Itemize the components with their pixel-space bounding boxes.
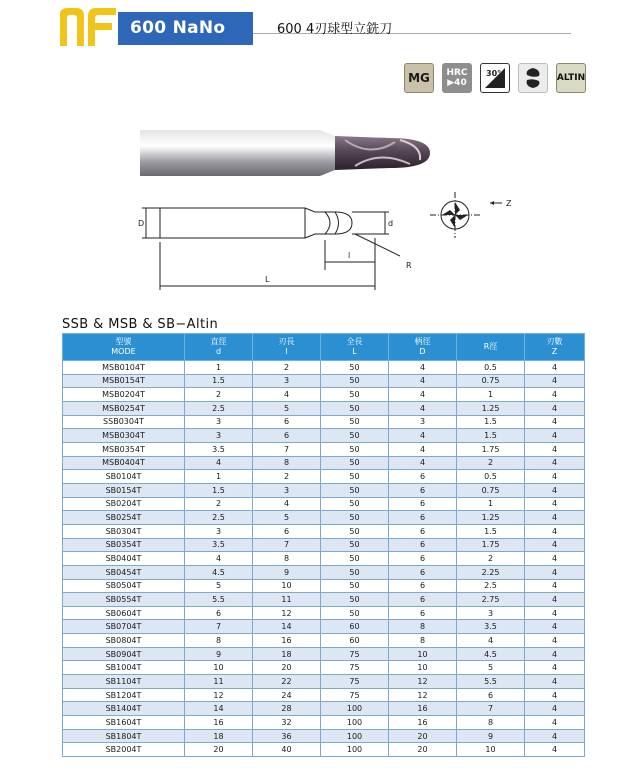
table-cell: 6 <box>389 538 457 552</box>
table-cell: SB1604T <box>63 716 185 730</box>
table-cell: 50 <box>321 606 389 620</box>
table-cell: 0.5 <box>457 361 525 375</box>
header-shank-diameter: 柄徑 D <box>389 334 457 361</box>
table-cell: 75 <box>321 647 389 661</box>
table-cell: SB0304T <box>63 524 185 538</box>
table-cell: 20 <box>253 661 321 675</box>
table-row <box>63 388 585 402</box>
table-row <box>63 470 585 484</box>
table-cell: 4 <box>525 483 585 497</box>
table-cell: 0.75 <box>457 483 525 497</box>
table-row <box>63 675 585 689</box>
table-row <box>63 661 585 675</box>
table-cell: 50 <box>321 579 389 593</box>
table-cell: 20 <box>389 729 457 743</box>
table-cell: 100 <box>321 743 389 757</box>
mg-badge-icon: MG <box>404 63 434 93</box>
table-cell: 50 <box>321 361 389 375</box>
table-cell: 4 <box>525 579 585 593</box>
header-diameter: 直徑 d <box>185 334 253 361</box>
table-row <box>63 647 585 661</box>
table-cell: 50 <box>321 429 389 443</box>
table-cell: 4 <box>389 401 457 415</box>
table-cell: MSB0254T <box>63 401 185 415</box>
table-cell: 50 <box>321 483 389 497</box>
table-cell: 10 <box>185 661 253 675</box>
table-row <box>63 620 585 634</box>
table-cell: 4 <box>525 456 585 470</box>
table-cell: SB0354T <box>63 538 185 552</box>
table-cell: SB0254T <box>63 511 185 525</box>
table-cell: 8 <box>185 634 253 648</box>
table-cell: 5 <box>457 661 525 675</box>
table-cell: SB0504T <box>63 579 185 593</box>
table-cell: 3 <box>253 374 321 388</box>
spec-table <box>62 333 585 757</box>
table-cell: MSB0404T <box>63 456 185 470</box>
table-cell: 4 <box>389 442 457 456</box>
table-cell: 10 <box>253 579 321 593</box>
table-cell: 36 <box>253 729 321 743</box>
table-cell: 4 <box>253 497 321 511</box>
table-cell: 4 <box>525 497 585 511</box>
table-cell: SB1804T <box>63 729 185 743</box>
table-cell: 12 <box>389 675 457 689</box>
table-row <box>63 483 585 497</box>
table-cell: 28 <box>253 702 321 716</box>
table-row <box>63 716 585 730</box>
table-cell: 50 <box>321 456 389 470</box>
table-cell: 12 <box>389 688 457 702</box>
brand-logo <box>58 6 118 48</box>
label-cutting-diameter: d <box>388 219 394 228</box>
table-cell: 1.25 <box>457 401 525 415</box>
dimension-drawing <box>130 190 550 300</box>
table-row <box>63 729 585 743</box>
product-subtitle: 600 4刃球型立銑刀 <box>277 22 393 37</box>
table-cell: 50 <box>321 497 389 511</box>
table-cell: 6 <box>389 565 457 579</box>
table-cell: 10 <box>389 661 457 675</box>
table-cell: 4 <box>525 647 585 661</box>
table-cell: 1.75 <box>457 442 525 456</box>
table-cell: 8 <box>389 634 457 648</box>
table-cell: 4.5 <box>185 565 253 579</box>
table-cell: 2.5 <box>185 401 253 415</box>
table-cell: 1.75 <box>457 538 525 552</box>
table-cell: 22 <box>253 675 321 689</box>
table-cell: 2.75 <box>457 593 525 607</box>
table-cell: SB0454T <box>63 565 185 579</box>
table-cell: SB0104T <box>63 470 185 484</box>
table-cell: 16 <box>389 702 457 716</box>
table-cell: 6 <box>389 524 457 538</box>
ball-flute-icon <box>518 63 548 93</box>
table-cell: MSB0154T <box>63 374 185 388</box>
table-cell: 18 <box>253 647 321 661</box>
table-cell: 3.5 <box>185 538 253 552</box>
table-cell: 18 <box>185 729 253 743</box>
table-cell: 10 <box>389 647 457 661</box>
header-flute-length: 刃長 l <box>253 334 321 361</box>
table-cell: 1.5 <box>457 429 525 443</box>
table-cell: 6 <box>389 552 457 566</box>
header-flutes: 刃數 Z <box>525 334 585 361</box>
brand-title: 600 NaNo <box>130 18 226 38</box>
table-row <box>63 429 585 443</box>
table-cell: 4 <box>525 442 585 456</box>
table-cell: 6 <box>253 415 321 429</box>
table-row <box>63 593 585 607</box>
table-cell: 12 <box>253 606 321 620</box>
series-label: SSB & MSB & SB−Altin <box>62 317 219 332</box>
table-cell: 4 <box>185 552 253 566</box>
table-cell: SB2004T <box>63 743 185 757</box>
table-cell: 1.5 <box>185 483 253 497</box>
table-cell: 4 <box>525 374 585 388</box>
table-cell: 16 <box>253 634 321 648</box>
table-cell: 4 <box>525 388 585 402</box>
table-cell: 4 <box>525 401 585 415</box>
table-row <box>63 511 585 525</box>
label-flutes: Z <box>506 199 512 208</box>
table-cell: SSB0304T <box>63 415 185 429</box>
table-cell: 16 <box>185 716 253 730</box>
table-row <box>63 702 585 716</box>
table-cell: 20 <box>389 743 457 757</box>
table-cell: 4 <box>525 593 585 607</box>
table-cell: 50 <box>321 470 389 484</box>
table-cell: 6 <box>389 593 457 607</box>
table-cell: 2 <box>457 552 525 566</box>
table-cell: 4 <box>185 456 253 470</box>
table-row <box>63 415 585 429</box>
table-cell: 8 <box>253 456 321 470</box>
table-cell: SB1204T <box>63 688 185 702</box>
table-cell: 40 <box>253 743 321 757</box>
table-cell: 6 <box>457 688 525 702</box>
table-cell: 4 <box>525 552 585 566</box>
table-row <box>63 579 585 593</box>
table-cell: 1 <box>185 361 253 375</box>
table-cell: 4 <box>525 524 585 538</box>
table-cell: 4.5 <box>457 647 525 661</box>
table-cell: 9 <box>253 565 321 579</box>
feature-badges <box>404 63 586 93</box>
table-cell: 20 <box>185 743 253 757</box>
table-cell: 3.5 <box>457 620 525 634</box>
table-cell: 50 <box>321 442 389 456</box>
table-cell: SB0804T <box>63 634 185 648</box>
table-cell: 11 <box>253 593 321 607</box>
table-cell: 4 <box>525 361 585 375</box>
table-row <box>63 743 585 757</box>
table-cell: 4 <box>525 470 585 484</box>
table-cell: 4 <box>457 634 525 648</box>
table-cell: SB1004T <box>63 661 185 675</box>
table-cell: 5.5 <box>457 675 525 689</box>
table-row <box>63 634 585 648</box>
table-cell: 100 <box>321 729 389 743</box>
table-cell: 4 <box>525 565 585 579</box>
table-cell: 7 <box>185 620 253 634</box>
table-row <box>63 688 585 702</box>
table-cell: 4 <box>389 429 457 443</box>
altin-coating-badge-icon: ALTIN <box>556 63 586 93</box>
table-cell: 4 <box>389 456 457 470</box>
table-cell: 6 <box>253 429 321 443</box>
table-cell: 50 <box>321 565 389 579</box>
end-mill-photo <box>140 128 440 178</box>
table-cell: 8 <box>253 552 321 566</box>
helix-angle-icon <box>480 63 510 93</box>
table-cell: 4 <box>525 620 585 634</box>
table-cell: 50 <box>321 593 389 607</box>
table-cell: 14 <box>253 620 321 634</box>
table-cell: 1.5 <box>185 374 253 388</box>
table-cell: 2 <box>185 388 253 402</box>
table-cell: 16 <box>389 716 457 730</box>
table-row <box>63 606 585 620</box>
label-overall-length: L <box>265 275 270 284</box>
table-cell: 1.5 <box>457 415 525 429</box>
table-cell: 12 <box>185 688 253 702</box>
table-row <box>63 552 585 566</box>
table-cell: 75 <box>321 675 389 689</box>
table-cell: 50 <box>321 552 389 566</box>
table-cell: 4 <box>525 702 585 716</box>
table-cell: 5 <box>253 511 321 525</box>
header-model: 型號 MODE <box>63 334 185 361</box>
table-cell: 50 <box>321 511 389 525</box>
table-cell: 3 <box>185 524 253 538</box>
table-cell: SB0604T <box>63 606 185 620</box>
table-row <box>63 524 585 538</box>
table-cell: 4 <box>525 743 585 757</box>
table-cell: 4 <box>525 511 585 525</box>
table-cell: 7 <box>253 538 321 552</box>
table-row <box>63 401 585 415</box>
table-cell: 7 <box>253 442 321 456</box>
table-cell: 50 <box>321 374 389 388</box>
table-cell: 100 <box>321 702 389 716</box>
table-cell: 3 <box>185 415 253 429</box>
table-cell: 3 <box>389 415 457 429</box>
table-cell: SB0904T <box>63 647 185 661</box>
table-cell: 24 <box>253 688 321 702</box>
table-cell: 6 <box>389 483 457 497</box>
hrc-badge-icon: HRC ▶40 <box>442 63 472 93</box>
table-cell: 3 <box>253 483 321 497</box>
table-cell: 0.5 <box>457 470 525 484</box>
table-cell: 6 <box>185 606 253 620</box>
table-cell: 10 <box>457 743 525 757</box>
table-cell: 2 <box>185 497 253 511</box>
header-bar <box>118 12 253 45</box>
table-cell: 32 <box>253 716 321 730</box>
table-cell: MSB0354T <box>63 442 185 456</box>
table-cell: 1 <box>457 388 525 402</box>
table-cell: 1 <box>457 497 525 511</box>
table-row <box>63 456 585 470</box>
table-cell: 3.5 <box>185 442 253 456</box>
table-cell: 75 <box>321 661 389 675</box>
table-cell: 4 <box>525 675 585 689</box>
table-cell: 7 <box>457 702 525 716</box>
table-cell: 5 <box>253 401 321 415</box>
table-cell: 75 <box>321 688 389 702</box>
table-cell: 4 <box>389 388 457 402</box>
spec-table-header <box>63 334 585 361</box>
table-row <box>63 361 585 375</box>
table-cell: 2.5 <box>457 579 525 593</box>
table-cell: 50 <box>321 388 389 402</box>
header-overall-length: 全長 L <box>321 334 389 361</box>
table-cell: 9 <box>457 729 525 743</box>
label-flute-length: l <box>348 251 351 260</box>
table-cell: SB0704T <box>63 620 185 634</box>
label-radius: R <box>406 261 412 270</box>
table-cell: 0.75 <box>457 374 525 388</box>
table-cell: SB0154T <box>63 483 185 497</box>
table-cell: 6 <box>389 579 457 593</box>
table-row <box>63 565 585 579</box>
table-cell: 6 <box>253 524 321 538</box>
table-cell: 6 <box>389 497 457 511</box>
table-cell: 5.5 <box>185 593 253 607</box>
table-cell: 5 <box>185 579 253 593</box>
table-cell: SB0554T <box>63 593 185 607</box>
table-cell: 50 <box>321 401 389 415</box>
table-row <box>63 374 585 388</box>
table-cell: 60 <box>321 620 389 634</box>
table-row <box>63 497 585 511</box>
table-cell: 1 <box>185 470 253 484</box>
table-cell: 4 <box>525 606 585 620</box>
table-cell: 50 <box>321 524 389 538</box>
table-cell: 6 <box>389 511 457 525</box>
table-cell: 4 <box>525 538 585 552</box>
header-radius: R徑 <box>457 334 525 361</box>
table-cell: 8 <box>389 620 457 634</box>
table-cell: 2 <box>253 470 321 484</box>
table-cell: 11 <box>185 675 253 689</box>
table-cell: 2.5 <box>185 511 253 525</box>
table-cell: SB1104T <box>63 675 185 689</box>
table-cell: 3 <box>457 606 525 620</box>
table-cell: 1.5 <box>457 524 525 538</box>
table-cell: 2 <box>253 361 321 375</box>
label-shank-diameter: D <box>138 219 145 228</box>
table-cell: 4 <box>525 415 585 429</box>
table-row <box>63 442 585 456</box>
table-cell: 4 <box>525 716 585 730</box>
table-cell: 6 <box>389 470 457 484</box>
table-cell: 9 <box>185 647 253 661</box>
table-cell: 4 <box>525 688 585 702</box>
svg-text:30°: 30° <box>486 69 502 78</box>
table-cell: 4 <box>525 429 585 443</box>
table-cell: 6 <box>389 606 457 620</box>
table-cell: 60 <box>321 634 389 648</box>
table-cell: 1.25 <box>457 511 525 525</box>
table-cell: SB0204T <box>63 497 185 511</box>
table-cell: 2.25 <box>457 565 525 579</box>
table-row <box>63 538 585 552</box>
table-cell: 4 <box>389 374 457 388</box>
table-cell: MSB0104T <box>63 361 185 375</box>
table-cell: 14 <box>185 702 253 716</box>
table-cell: 4 <box>525 729 585 743</box>
table-cell: 2 <box>457 456 525 470</box>
table-cell: MSB0204T <box>63 388 185 402</box>
table-cell: 100 <box>321 716 389 730</box>
table-cell: 50 <box>321 415 389 429</box>
table-cell: 4 <box>389 361 457 375</box>
table-cell: 4 <box>525 661 585 675</box>
table-cell: 50 <box>321 538 389 552</box>
table-cell: 8 <box>457 716 525 730</box>
table-cell: 4 <box>525 634 585 648</box>
table-cell: SB1404T <box>63 702 185 716</box>
table-cell: MSB0304T <box>63 429 185 443</box>
table-cell: 4 <box>253 388 321 402</box>
table-cell: SB0404T <box>63 552 185 566</box>
table-cell: 3 <box>185 429 253 443</box>
